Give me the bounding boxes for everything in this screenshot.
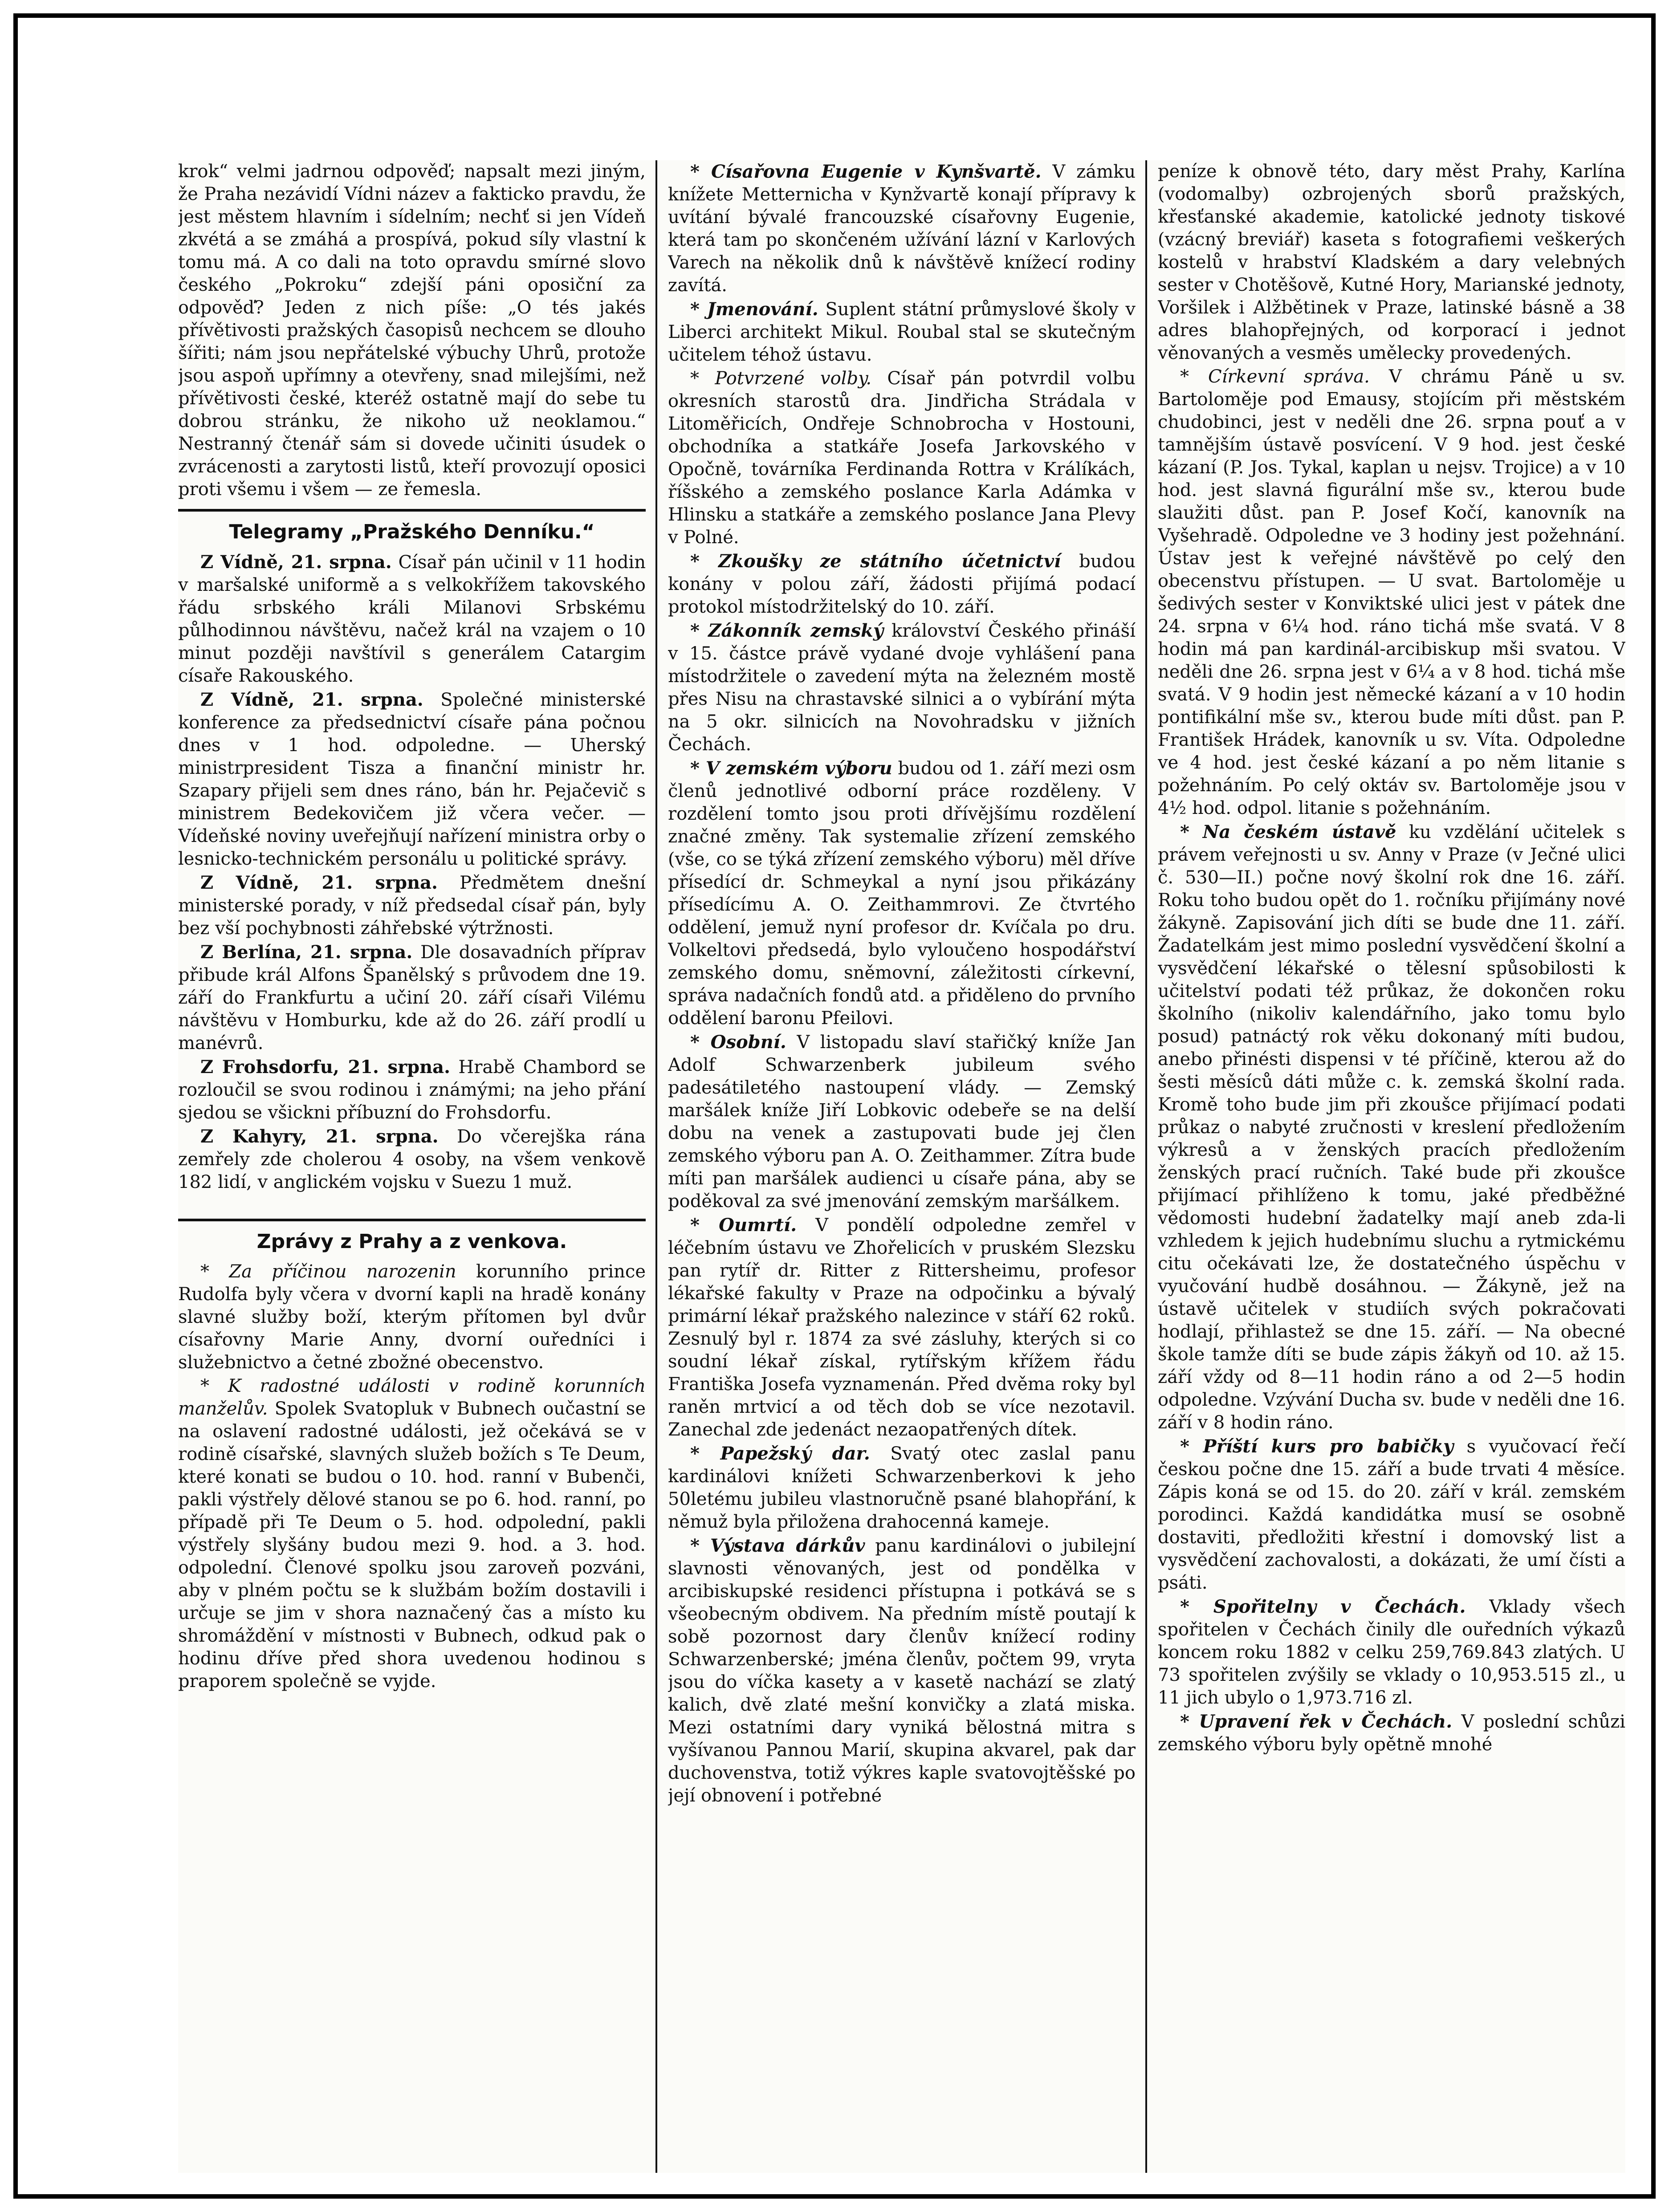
- news-item: * Za příčinou narozenin korunního prince Rudolfa byly včera v dvorní kapli na hradě konány slavné služby boží, kterým přítomen byl dvůr císařovny Marie Anny, dvorní ouředníci i služebnictvo a četné zbožné obecenstvo.: [178, 1261, 646, 1373]
- news-item: * Zkoušky ze státního účetnictví budou konány v polou září, žádosti přijímá podací protokol místodržitelský do 10. září.: [668, 551, 1136, 617]
- telegram-place: Z Vídně, 21. srpna.: [200, 872, 438, 893]
- telegram-item: Z Vídně, 21. srpna. Společné ministerské konference za předsednictví císaře pána počnou dnes v 1 hod. odpoledne. — Uherský ministrpresident Tisza a finanční ministr hr. Szapary přijeli sem dnes ráno, bán hr. Pejačevič s ministrem Bedekovičem již včera večer. — Vídeňské noviny uveřejňují nařízení ministra orby o lesnicko-technickém personálu u politické správy.: [178, 689, 646, 869]
- news-item: * Zákonník zemský království Českého přináší v 15. částce právě vydané dvoje vyhlášení pana místodržitele o zavedení mýta na železném mostě přes Nisu na chrastavské silnici a o vybírání mýta na 5 okr. silnicích na Novohradsku v jižních Čechách.: [668, 620, 1136, 755]
- news-lead: * Potvrzené volby.: [690, 368, 872, 389]
- news-lead: * Za příčinou narozenin: [200, 1261, 456, 1282]
- news-item: * V zemském výboru budou od 1. září mezi osm členů jednotlivé odborní práce rozděleny. V rozdělení tomto jsou proti dřívějšímu rozdělení značné změny. Tak systemalie zřízení zemského (vše, co se týká zřízení zemského výboru) měl dříve přísedící dr. Schmeykal a nyní jsou přikázány přísedícímu A. O. Zeithammrovi. Ze čtvrtého oddělení, jemuž nyní profesor dr. Kvíčala po dru. Volkeltovi předsedá, bylo vyloučeno hospodářství zemského domu, sněmovní, záležitosti církevní, správa nadačních fondů atd. a přiděleno do prvního oddělení baronu Pfeilovi.: [668, 758, 1136, 1029]
- news-item: * Osobní. V listopadu slaví stařičký kníže Jan Adolf Schwarzenberk jubileum svého padesátiletého nastoupení vlády. — Zemský maršálek kníže Jiří Lobkovic odebeře se na delší dobu na venek a zastupovati bude jej člen zemského výboru pan A. O. Zeithammer. Zítra bude míti pan maršálek audienci u císaře pána, aby se poděkoval za své jmenování zemským maršálkem.: [668, 1032, 1136, 1212]
- telegram-item: Z Berlína, 21. srpna. Dle dosavadních příprav přibude král Alfons Španělský s průvodem dne 19. září do Frankfurtu a učiní 20. září císaři Vilému návštěvu v Homburku, kde až do 26. září prodlí u manévrů.: [178, 942, 646, 1053]
- news-lead: * Církevní správa.: [1180, 366, 1370, 387]
- telegram-item: Z Vídně, 21. srpna. Předmětem dnešní ministerské porady, v níž předsedal císař pán, byly bez vší pochybnosti záhřebské výtržnosti.: [178, 872, 646, 939]
- news-lead: * Oumrtí.: [690, 1215, 797, 1236]
- column-2: [668, 160, 1136, 2173]
- news-lead: * Papežský dar.: [690, 1443, 870, 1464]
- news-heading: Zprávy z Prahy a z venkova.: [256, 1230, 567, 1253]
- news-item: * Příští kurs pro babičky s vyučovací řečí českou počne dne 15. září a bude trvati 4 měsíce. Zápis koná se od 15. do 20. září v král. zemském porodinci. Každá kandidátka musí se osobně dostaviti, předložiti křestní i domovský list a vysvědčení zachovalosti, a dokázati, že umí čísti a psáti.: [1158, 1436, 1625, 1593]
- news-lead: * Výstava dárkův: [690, 1535, 865, 1556]
- section-divider: [178, 509, 646, 512]
- article-continuation: peníze k obnově této, dary měst Prahy, Karlína (vodomalby) ozbrojených sborů pražských, křesťanské akademie, katolické jednoty tiskové (vzácný breviář) kaseta s fotografiemi veškerých kostelů v hrabství Kladském a dary velebných sester v Chotěšově, Kutné Hory, Marianské jednoty, Voršilek i Alžbětinek v Praze, latinské básně a 38 adres blahopřejných, od korporací i jednot věnovaných a vesměs umělecky provedených.: [1158, 161, 1625, 363]
- news-lead: * Osobní.: [690, 1032, 786, 1053]
- news-lead: * Spořitelny v Čechách.: [1180, 1596, 1466, 1617]
- news-item: * Upravení řek v Čechách. V poslední schůzi zemského výboru byly opětně mnohé: [1158, 1711, 1625, 1755]
- news-item: * Výstava dárkův panu kardinálovi o jubilejní slavnosti věnovaných, jest od pondělka v arcibiskupské residenci přístupna i potkává se s všeobecným obdivem. Na předním místě poutají k sobě pozornost dary členův knížecí rodiny Schwarzenberské; jména členův, počtem 99, vryta jsou do víčka kasety a v kasetě nachází se zlatý kalich, dvě zlaté mešní konvičky a zlatá miska. Mezi ostatními dary vyniká bělostná mitra s vyšívanou Pannou Marií, skupina akvarel, pak dar duchovenstva, totiž výkres kaple svatovojtěšské po její obnovení i potřebné: [668, 1535, 1136, 1806]
- column-rule: [1145, 160, 1147, 2173]
- news-lead: * Zkoušky ze státního účetnictví: [690, 551, 1061, 572]
- news-item: * Papežský dar. Svatý otec zaslal panu kardinálovi knížeti Schwarzenberkovi k jeho 50letému jubileu vlastnoručně psané blahopřání, k němuž byla přiložena drahocenná kameje.: [668, 1443, 1136, 1532]
- article-continuation: krok“ velmi jadrnou odpověď; napsalt mezi jiným, že Praha nezávidí Vídni název a fakticko pravdu, že jest městem hlavním i sídelním; nechť si jen Vídeň zkvétá a se zmáhá a prospívá, pokud síly vlastní k tomu má. A co dali na toto opravdu smírné slovo českého „Pokroku“ zdejší páni oposiční za odpověď? Jeden z nich píše: „O tés jakés přívětivosti pražských časopisů nechcem se dlouho šířiti; nám jsou nepřátelské výbuchy Uhrů, protože jsou aspoň upřímny a otevřeny, snad milejšími, než přívětivosti české, kteréž ostatně mají do sebe tu dobrou stránku, že nikoho už neoklamou.“ Nestranný čtenář sám si dovede učiniti úsudek o zvrácenosti a zarytosti listů, kteří provozují oposici proti všemu i všem — ze řemesla.: [178, 161, 646, 500]
- news-lead: * Upravení řek v Čechách.: [1180, 1711, 1453, 1732]
- newspaper-page: [178, 160, 1625, 2173]
- telegram-place: Z Berlína, 21. srpna.: [200, 942, 413, 963]
- news-item: * Církevní správa. V chrámu Páně u sv. Bartoloměje pod Emausy, stojícím při městském chudobinci, jest v neděli dne 26. srpna pouť a v tamnějším ústavě posvícení. V 9 hod. jest české kázaní (P. Jos. Tykal, kaplan u nejsv. Trojice) a v 10 hod. jest slavná figurální mše sv., kterou bude slaužiti důst. pan P. Josef Kočí, kanovník na Vyšehradě. Odpoledne ve 3 hodiny jest požehnání. Ústav jest k veřejné návštěvě po celý den obecenstvu přístupen. — U svat. Bartoloměje u šedivých sester v Konviktské ulici jest v pátek dne 24. srpna v 6¼ hod. ráno tichá mše svatá. V 8 hodin má pan kardinál-arcibiskup mši svatou. V neděli dne 26. srpna jest v 6¼ a v 8 hod. tichá mše svatá. V 9 hodin jest německé kázaní a v 10 hodin pontifikální mše sv., kterou bude míti důst. pan P. František Hrádek, kanovník u sv. Víta. Odpoledne ve 4 hod. jest české kázaní a po něm litanie s požehnáním. Po celý oktáv sv. Bartoloměje jsou v 4½ hod. odpol. litanie s požehnáním.: [1158, 366, 1625, 818]
- telegram-place: Z Frohsdorfu, 21. srpna.: [200, 1057, 450, 1078]
- telegram-item: Z Frohsdorfu, 21. srpna. Hrabě Chambord se rozloučil se svou rodinou i známými; na jeho přání sjedou se všickni příbuzní do Frohsdorfu.: [178, 1057, 646, 1123]
- news-lead: * Císařovna Eugenie v Kynšvartě.: [690, 161, 1042, 182]
- news-lead: * Jmenování.: [690, 299, 818, 320]
- column-1: [178, 160, 646, 2173]
- telegrams-heading: Telegramy „Pražského Denníku.“: [229, 520, 595, 543]
- news-item: * K radostné události v rodině korunních manželův. Spolek Svatopluk v Bubnech oučastní se na oslavení radostné události, jež očekává se v rodině císařské, slavných služeb božích s Te Deum, které konati se budou o 10. hod. ranní v Bubenči, pakli výstřely dělové stanou se po 6. hod. ranní, po případě při Te Deum o 5. hod. odpolední, pakli výstřely slyšány budou mezi 9. hod. a 3. hod. odpolední. Členové spolku jsou zaroveň pozváni, aby v plném počtu se k službám božím dostavili i určuje se jim v shora naznačený čas a místo ku shromáždění v místnosti v Bubnech, odkud pak o hodinu dříve před shora uvedenou hodinou s praporem společně se vyjde.: [178, 1376, 646, 1692]
- telegram-item: Z Vídně, 21. srpna. Císař pán učinil v 11 hodin v maršalské uniformě a s velkokřížem takovského řádu srbského králi Milanovi Srbskému půlhodinnou návštěvu, načež král na vzajem o 10 minut později navštívil s generálem Catargim císaře Rakouského.: [178, 552, 646, 686]
- column-3: [1158, 160, 1625, 2173]
- news-item: * Oumrtí. V pondělí odpoledne zemřel v léčebním ústavu ve Zhořelicích v pruském Slezsku pan rytíř dr. Ritter z Rittersheimu, profesor lékařské fakulty v Praze na odpočinku a bývalý primární lékař pražského nalezince v stáří 62 roků. Zesnulý byl r. 1874 za své zásluhy, kterých si co soudní lékař získal, rytířským křížem řádu Františka Josefa vyznamenán. Před dvěma roky byl raněn mrtvicí a od těch dob se více nezotavil. Zanechal zde jedenáct nezaopatřených dítek.: [668, 1215, 1136, 1440]
- news-item: * Spořitelny v Čechách. Vklady všech spořitelen v Čechách činily dle ouředních výkazů koncem roku 1882 v celku 259,769.843 zlatých. U 73 spořitelen zvýšily se vklady o 10,953.515 zl., u 11 jich ubylo o 1,973.716 zl.: [1158, 1596, 1625, 1708]
- news-lead: * Zákonník zemský: [690, 620, 884, 641]
- spacer: [178, 1195, 646, 1211]
- news-lead: * Na českém ústavě: [1180, 821, 1396, 842]
- news-item: * Císařovna Eugenie v Kynšvartě. V zámku knížete Metternicha v Kynžvartě konají přípravy k uvítání bývalé francouzské císařovny Eugenie, která tam po skončeném užívání lázní v Karlových Varech na několik dnů k návštěvě knížecí rodiny zavítá.: [668, 161, 1136, 296]
- news-item: * Na českém ústavě ku vzdělání učitelek s právem veřejnosti u sv. Anny v Praze (v Ječné ulici č. 530—II.) počne nový školní rok dne 16. září. Roku toho budou opět do 1. ročníku přijímány nové žákyně. Zapisování jich díti se bude dne 11. září. Žadatelkám jest mimo poslední vysvědčení školní a vysvědčení lékařské o tělesní spůsobilosti k učitelství podati též průkaz, že dokončen roku školního (nikoliv kalendářního, jako tomu bylo posud) patnáctý rok věku dokonaný míti budou, anebo přinésti dispensi v té příčině, kterou až do šesti měsíců dáti může c. k. zemská školní rada. Kromě toho bude jim při zkoušce přijímací podati průkaz o nabyté zručnosti v kreslení předložením výkresů a v ženských pracích předložením ženských prací ručních. Také bude při zkoušce přijímací přihlíženo k tomu, jaké předběžné vědomosti hudební žadatelky mají aneb zda-li vzhledem k jejich hudebnímu sluchu a rytmickému citu očekávati lze, že dostatečného úspěchu v vyučování hudbě dosáhnou. — Žákyně, jež na ústavě učitelek v studiích svých pokračovati hodlají, přihlastež se dne 15. září. — Na obecné škole tamže díti se bude zápis žákyň od 10. až 15. září vždy od 8—11 hodin ráno a od 2—5 hodin odpoledne. Vzývání Ducha sv. bude v neděli dne 16. září v 8 hodin ráno.: [1158, 821, 1625, 1433]
- section-divider: [178, 1219, 646, 1221]
- news-lead: * K radostné události v rodině korunních manželův.: [178, 1376, 646, 1419]
- telegram-item: Z Kahyry, 21. srpna. Do včerejška rána zemřely zde cholerou 4 osoby, na všem venkově 182 lidí, v anglickém vojsku v Suezu 1 muž.: [178, 1126, 646, 1192]
- column-rule: [655, 160, 657, 2173]
- news-lead: * Příští kurs pro babičky: [1180, 1436, 1454, 1457]
- news-lead: * V zemském výboru: [690, 758, 892, 779]
- telegram-place: Z Vídně, 21. srpna.: [200, 552, 392, 573]
- news-item: * Jmenování. Suplent státní průmyslové školy v Liberci architekt Mikul. Roubal stal se skutečným učitelem téhož ústavu.: [668, 299, 1136, 365]
- news-item: * Potvrzené volby. Císař pán potvrdil volbu okresních starostů dra. Jindřicha Strádala v Litoměřicích, Ondřeje Schnobrocha v Hostouni, obchodníka a statkáře Josefa Jarkovského v Opočně, továrníka Ferdinanda Rottra v Králíkách, říšského a zemského poslance Karla Adámka v Hlinsku a statkáře a zemského poslance Jana Plevy v Polné.: [668, 368, 1136, 548]
- telegram-place: Z Vídně, 21. srpna.: [200, 689, 423, 710]
- telegram-place: Z Kahyry, 21. srpna.: [200, 1126, 439, 1147]
